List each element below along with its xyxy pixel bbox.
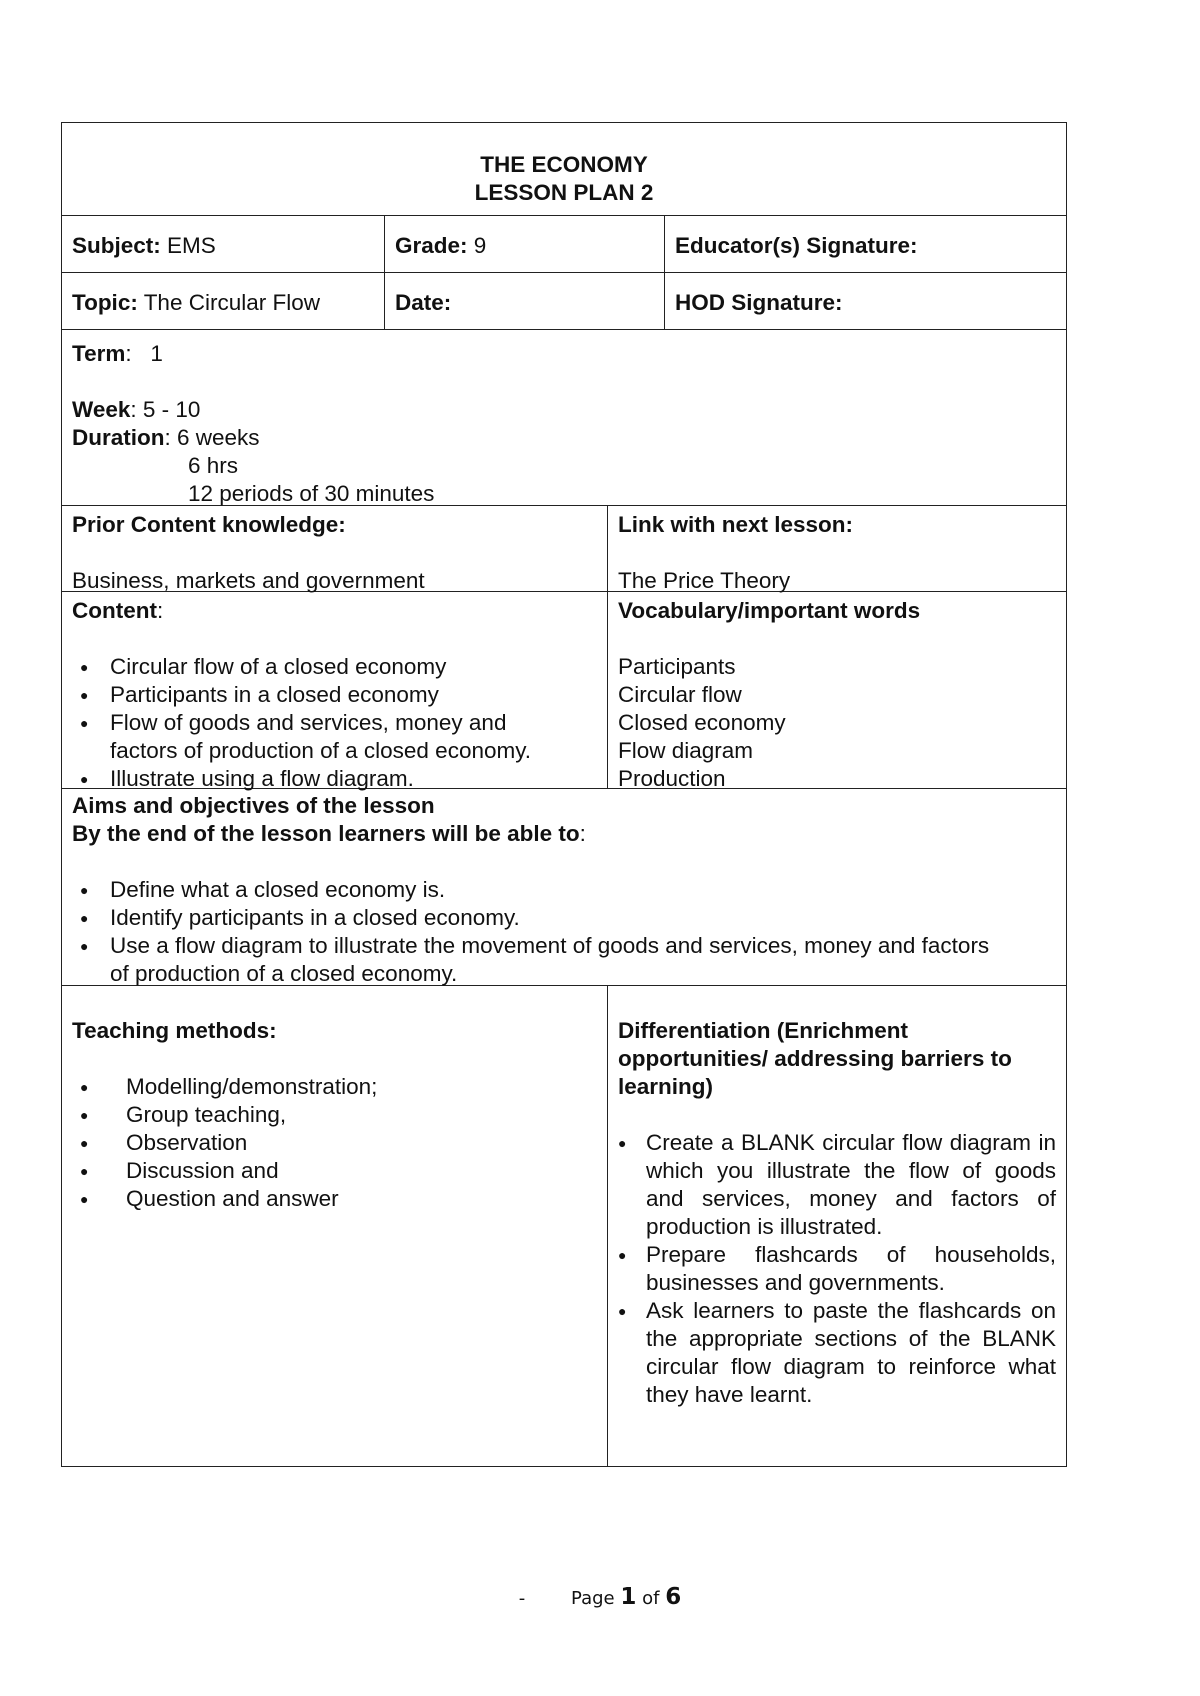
- schedule-cell: [62, 330, 1066, 505]
- footer-dash: -: [518, 1588, 526, 1609]
- spacer: [618, 539, 1056, 567]
- lesson-plan-table: [61, 122, 1067, 1467]
- page-word: Page: [571, 1588, 615, 1609]
- date-label: Date:: [395, 290, 452, 315]
- list-item: ● Modelling/demonstration;: [72, 1073, 597, 1101]
- aims-heading: Aims and objectives of the lesson: [72, 793, 435, 818]
- list-item: ● Identify participants in a closed economy.: [72, 904, 1006, 932]
- vocabulary-item: Participants: [618, 654, 736, 679]
- aims-subheading-line: [72, 820, 1006, 848]
- list-item: ● Observation: [72, 1129, 597, 1157]
- vocabulary-item: Circular flow: [618, 682, 742, 707]
- teaching-methods-cell: [62, 986, 607, 1466]
- page-total: 6: [665, 1584, 682, 1610]
- spacer: [618, 1101, 1056, 1129]
- list-item: ● Flow of goods and services, money and factors of production of a closed economy.: [72, 709, 577, 765]
- list-item: ● Use a flow diagram to illustrate the movement of goods and services, money and factors of production of a closed economy.: [72, 932, 1006, 988]
- topic-cell: [62, 273, 384, 329]
- list-item: ● Discussion and: [72, 1157, 597, 1185]
- date-cell: [384, 273, 664, 329]
- differentiation-list: [618, 1129, 1056, 1409]
- vocabulary-label: Vocabulary/important words: [618, 598, 921, 623]
- week-value: : 5 - 10: [130, 397, 201, 422]
- aims-subheading: By the end of the lesson learners will be able to: [72, 821, 580, 846]
- duration-label: Duration: [72, 425, 165, 450]
- week-line: [72, 396, 1056, 424]
- lesson-plan-number: LESSON PLAN 2: [474, 180, 654, 205]
- teaching-methods-list: [72, 1073, 597, 1213]
- spacer: [72, 368, 1056, 396]
- topic-label: Topic:: [72, 290, 138, 315]
- title-cell: [62, 123, 1066, 215]
- schedule-row: [62, 329, 1066, 505]
- next-lesson-label: Link with next lesson:: [618, 512, 854, 537]
- duration-line: [72, 424, 1056, 452]
- term-value: : 1: [125, 341, 163, 366]
- document-title: THE ECONOMY: [480, 152, 648, 177]
- aims-list: [72, 876, 1006, 988]
- differentiation-cell: [607, 986, 1066, 1466]
- term-label: Term: [72, 341, 126, 366]
- subject-value: EMS: [167, 233, 216, 258]
- list-item: ● Circular flow of a closed economy: [72, 653, 577, 681]
- subject-row: [62, 215, 1066, 272]
- content-cell: [62, 592, 607, 791]
- list-item: ● Prepare flashcards of households, businesses and governments.: [618, 1241, 1056, 1297]
- of-word: of: [642, 1588, 660, 1609]
- educator-signature-cell: [664, 216, 1066, 272]
- content-label: Content: [72, 598, 157, 623]
- week-label: Week: [72, 397, 131, 422]
- list-item: ● Question and answer: [72, 1185, 597, 1213]
- spacer: [618, 625, 1056, 653]
- spacer: [72, 539, 597, 567]
- content-colon: :: [156, 598, 164, 623]
- vocabulary-item: Production: [618, 766, 726, 791]
- list-item: ● Illustrate using a flow diagram.: [72, 765, 577, 793]
- topic-row: [62, 272, 1066, 329]
- spacer: [72, 1045, 597, 1073]
- differentiation-label: Differentiation (Enrichment opportunities/ addressing barriers to learning): [618, 1018, 1012, 1099]
- teaching-methods-label: Teaching methods:: [72, 1018, 277, 1043]
- spacer: [72, 625, 577, 653]
- hod-signature-label: HOD Signature:: [675, 290, 843, 315]
- spacer: [72, 848, 1006, 876]
- list-item: ● Create a BLANK circular flow diagram in which you illustrate the flow of goods and services, money and factors of production is illustrated.: [618, 1129, 1056, 1241]
- hod-signature-cell: [664, 273, 1066, 329]
- grade-cell: [384, 216, 664, 272]
- aims-row: [62, 788, 1066, 985]
- title-row: [62, 123, 1066, 215]
- list-item: ● Group teaching,: [72, 1101, 597, 1129]
- vocabulary-cell: [607, 592, 1066, 791]
- grade-label: Grade:: [395, 233, 468, 258]
- grade-value: 9: [473, 233, 487, 258]
- page-current: 1: [620, 1584, 637, 1610]
- list-item: ● Define what a closed economy is.: [72, 876, 1006, 904]
- prior-knowledge-value: Business, markets and government: [72, 568, 425, 593]
- next-lesson-value: The Price Theory: [618, 568, 791, 593]
- vocabulary-item: Closed economy: [618, 710, 786, 735]
- aims-cell: [62, 789, 1066, 985]
- aims-colon: :: [579, 821, 586, 846]
- content-row: [62, 591, 1066, 791]
- duration-hours: 6 hrs: [188, 453, 239, 478]
- educator-signature-label: Educator(s) Signature:: [675, 233, 918, 258]
- term-line: [72, 340, 1056, 368]
- content-list: [72, 653, 577, 793]
- duration-periods: 12 periods of 30 minutes: [188, 481, 435, 506]
- list-item: ● Participants in a closed economy: [72, 681, 577, 709]
- prior-knowledge-row: [62, 505, 1066, 591]
- list-item: ● Ask learners to paste the flashcards on the appropriate sections of the BLANK circular flow diagram to reinforce what they have learnt.: [618, 1297, 1056, 1409]
- page-footer: [0, 1583, 1200, 1613]
- next-lesson-cell: [607, 506, 1066, 591]
- duration-value: : 6 weeks: [164, 425, 260, 450]
- prior-knowledge-cell: [62, 506, 607, 591]
- subject-label: Subject:: [72, 233, 161, 258]
- prior-knowledge-label: Prior Content knowledge:: [72, 512, 346, 537]
- subject-cell: [62, 216, 384, 272]
- topic-value: The Circular Flow: [143, 290, 320, 315]
- vocabulary-item: Flow diagram: [618, 738, 754, 763]
- methods-row: [62, 985, 1066, 1466]
- content-heading: [72, 597, 577, 625]
